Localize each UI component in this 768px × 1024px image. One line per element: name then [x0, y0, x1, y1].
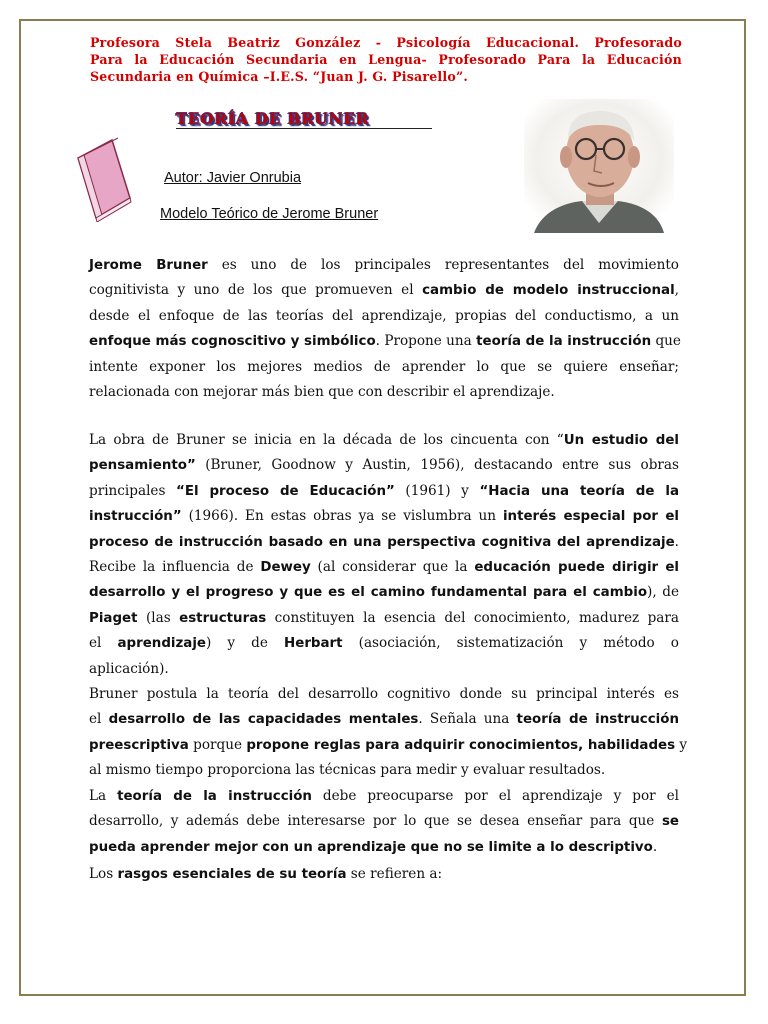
- text-line: cognitivista y uno de los que promueven el cambio de modelo instruccional,: [89, 282, 679, 299]
- author-line: Autor: Javier Onrubia: [164, 170, 302, 186]
- text-line: enfoque más cognoscitivo y simbólico. Propone una teoría de la instrucción que: [89, 333, 681, 350]
- text-line: el desarrollo de las capacidades mentales. Señala una teoría de instrucción: [89, 711, 679, 728]
- page-title: TEORÍA DE BRUNER: [176, 110, 370, 128]
- paragraph-works: [89, 428, 688, 860]
- header-line: Profesora Stela Beatriz González - Psicología Educacional. Profesorado: [90, 35, 682, 50]
- text-line: Jerome Bruner es uno de los principales representantes del movimiento: [89, 257, 679, 273]
- text-line: relacionada con mejorar más bien que con describir el aprendizaje.: [89, 384, 555, 401]
- book-icon: [74, 136, 134, 222]
- text-line: desde el enfoque de las teorías del aprendizaje, propias del conductismo, a un: [89, 307, 679, 324]
- text-line: La teoría de la instrucción debe preocuparse por el aprendizaje y por el: [89, 787, 679, 804]
- header-line: Secundaria en Química –I.E.S. “Juan J. G. Pisarello”.: [90, 69, 469, 84]
- text-line: desarrollo, y además debe interesarse por lo que se desea enseñar para que se: [89, 813, 679, 830]
- text-line: aplicación).: [89, 660, 169, 677]
- text-line: Los rasgos esenciales de su teoría se refieren a:: [89, 866, 443, 882]
- title-underline: [176, 128, 432, 129]
- text-line: pensamiento” (Bruner, Goodnow y Austin, 1956), destacando entre sus obras: [89, 457, 679, 474]
- text-line: desarrollo y el progreso y que es el camino fundamental para el cambio), de: [89, 584, 679, 601]
- text-line: Recibe la influencia de Dewey (al considerar que la educación puede dirigir el: [89, 559, 679, 576]
- text-line: proceso de instrucción basado en una perspectiva cognitiva del aprendizaje.: [89, 533, 679, 550]
- model-title: Modelo Teórico de Jerome Bruner: [160, 206, 379, 222]
- text-line: pueda aprender mejor con un aprendizaje que no se limite a lo descriptivo.: [89, 838, 658, 855]
- portrait-photo: [524, 99, 674, 233]
- text-line: el aprendizaje) y de Herbart (asociación, sistematización y método o: [89, 635, 679, 652]
- text-line: instrucción” (1966). En estas obras ya se vislumbra un interés especial por el: [89, 508, 679, 525]
- text-line: Bruner postula la teoría del desarrollo cognitivo donde su principal interés es: [89, 686, 679, 703]
- header-credits: [90, 34, 682, 85]
- paragraph-intro: [89, 253, 679, 405]
- text-line: principales “El proceso de Educación” (1961) y “Hacia una teoría de la: [89, 482, 679, 499]
- text-line: preescriptiva porque propone reglas para adquirir conocimientos, habilidades y: [89, 736, 688, 753]
- text-line: Piaget (las estructuras constituyen la esencia del conocimiento, madurez para: [89, 609, 680, 626]
- text-line: La obra de Bruner se inicia en la década de los cincuenta con “Un estudio del: [89, 432, 679, 448]
- header-line: Para la Educación Secundaria en Lengua- Profesorado Para la Educación: [90, 52, 682, 67]
- paragraph-features: [89, 862, 679, 887]
- text-line: intente exponer los mejores medios de aprender lo que se quiere enseñar;: [89, 358, 679, 375]
- text-line: al mismo tiempo proporciona las técnicas para medir y evaluar resultados.: [89, 762, 606, 779]
